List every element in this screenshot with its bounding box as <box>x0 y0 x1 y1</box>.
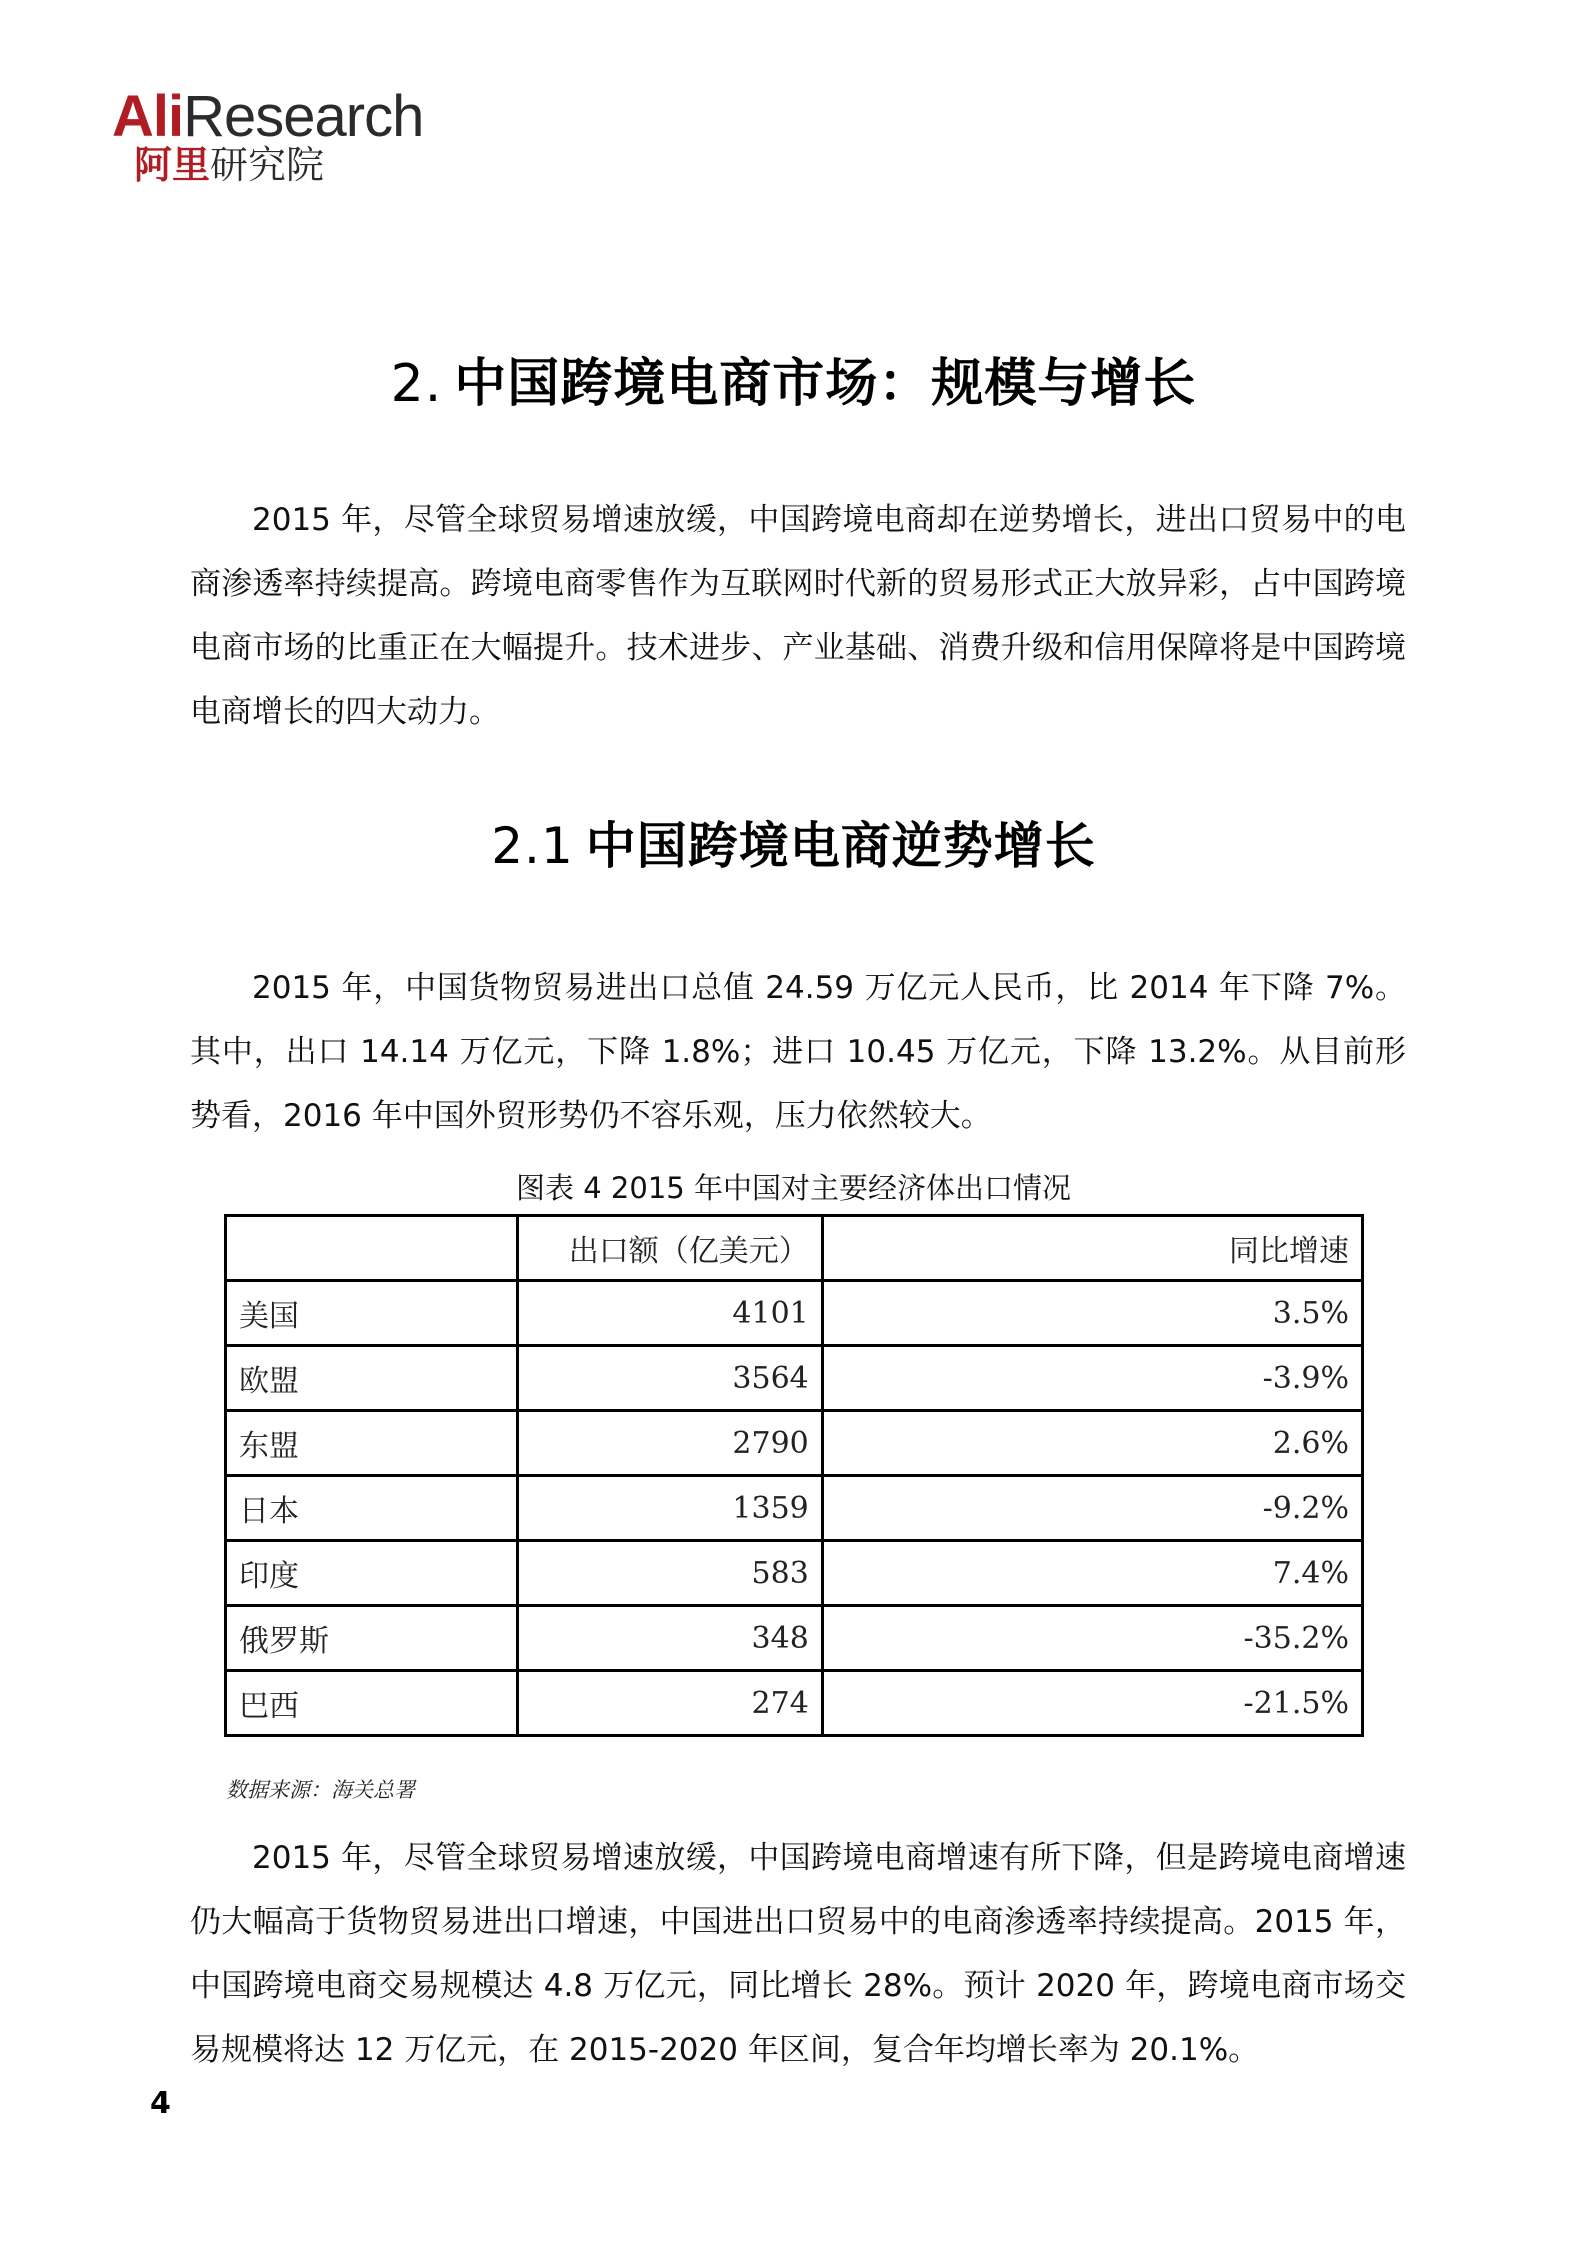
cell-region: 印度 <box>226 1541 518 1606</box>
cell-region: 巴西 <box>226 1671 518 1736</box>
table-row <box>226 1476 1363 1541</box>
cell-export-amount: 348 <box>517 1606 822 1671</box>
subsection-number: 2.1 <box>491 817 574 875</box>
header-cell-export-amount: 出口额（亿美元） <box>517 1216 822 1281</box>
header-cell-region <box>226 1216 518 1281</box>
table-row <box>226 1281 1363 1346</box>
table-row <box>226 1606 1363 1671</box>
table-caption: 图表 4 2015 年中国对主要经济体出口情况 <box>516 1171 1071 1205</box>
cell-yoy-growth: -21.5% <box>822 1671 1362 1736</box>
logo-wordmark <box>112 84 424 149</box>
page-number: 4 <box>150 2086 171 2121</box>
cell-yoy-growth: 7.4% <box>822 1541 1362 1606</box>
table-row <box>226 1346 1363 1411</box>
cell-region: 俄罗斯 <box>226 1606 518 1671</box>
aliresearch-logo <box>112 84 424 187</box>
cell-yoy-growth: 3.5% <box>822 1281 1362 1346</box>
cell-export-amount: 2790 <box>517 1411 822 1476</box>
subsection-title: 中国跨境电商逆势增长 <box>585 817 1096 875</box>
logo-cn-ali: 阿里 <box>134 143 211 187</box>
section-number: 2. <box>390 354 443 414</box>
table-row <box>226 1411 1363 1476</box>
cell-export-amount: 1359 <box>517 1476 822 1541</box>
cell-export-amount: 3564 <box>517 1346 822 1411</box>
section-heading <box>0 352 1587 416</box>
section-title: 中国跨境电商市场：规模与增长 <box>454 354 1197 414</box>
cell-export-amount: 4101 <box>517 1281 822 1346</box>
logo-cn-institute: 研究院 <box>210 143 325 187</box>
subsection-heading <box>0 814 1587 878</box>
cell-region: 东盟 <box>226 1411 518 1476</box>
cell-yoy-growth: -3.9% <box>822 1346 1362 1411</box>
cell-export-amount: 583 <box>517 1541 822 1606</box>
table-row <box>226 1541 1363 1606</box>
table-source-note: 数据来源：海关总署 <box>226 1778 415 1802</box>
table-header-row <box>226 1216 1363 1281</box>
logo-ali: Ali <box>112 84 184 149</box>
cell-yoy-growth: -9.2% <box>822 1476 1362 1541</box>
section-intro-paragraph: 2015 年，尽管全球贸易增速放缓，中国跨境电商却在逆势增长，进出口贸易中的电商渗透率持续提高。跨境电商零售作为互联网时代新的贸易形式正大放异彩，占中国跨境电商市场的比重正在大幅提升。技术进步、产业基础、消费升级和信用保障将是中国跨境电商增长的四大动力。 <box>190 502 1406 730</box>
ecommerce-growth-paragraph: 2015 年，尽管全球贸易增速放缓，中国跨境电商增速有所下降，但是跨境电商增速仍大幅高于货物贸易进出口增速，中国进出口贸易中的电商渗透率持续提高。2015 年，中国跨境电商交易规模达 4.8 万亿元，同比增长 28%。预计 2020 年，跨境电商市场交易规模将达 12 万亿元，在 2015-2020 年区间，复合年均增长率为 20.1%。 <box>190 1840 1406 2068</box>
header-cell-yoy-growth: 同比增速 <box>822 1216 1362 1281</box>
cell-region: 美国 <box>226 1281 518 1346</box>
logo-chinese <box>134 144 423 186</box>
cell-yoy-growth: -35.2% <box>822 1606 1362 1671</box>
logo-research: Research <box>183 84 424 149</box>
cell-region: 欧盟 <box>226 1346 518 1411</box>
cell-yoy-growth: 2.6% <box>822 1411 1362 1476</box>
cell-export-amount: 274 <box>517 1671 822 1736</box>
trade-overview-paragraph: 2015 年，中国货物贸易进出口总值 24.59 万亿元人民币，比 2014 年下降 7%。其中，出口 14.14 万亿元，下降 1.8%；进口 10.45 万亿元，下降 13.2%。从目前形势看，2016 年中国外贸形势仍不容乐观，压力依然较大。 <box>190 970 1406 1134</box>
export-table <box>224 1214 1364 1737</box>
cell-region: 日本 <box>226 1476 518 1541</box>
table-row <box>226 1671 1363 1736</box>
